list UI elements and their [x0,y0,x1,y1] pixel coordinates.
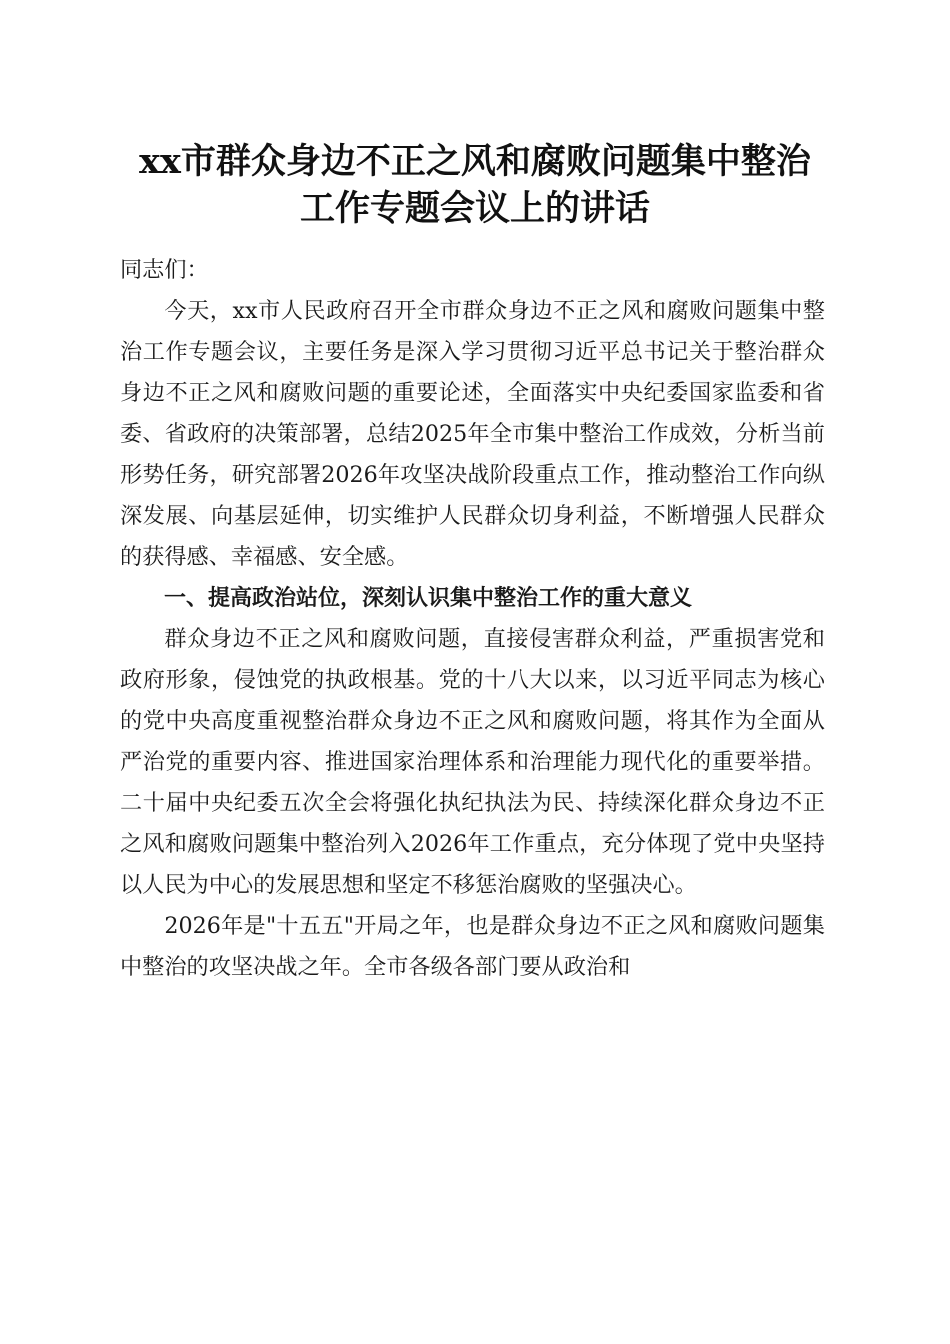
document-title [80,138,870,232]
section-heading-1: 一、提高政治站位，深刻认识集中整治工作的重大意义 [164,586,693,611]
section1-paragraph-1: 群众身边不正之风和腐败问题，直接侵害群众利益，严重损害党和政府形象，侵蚀党的执政根基。党的十八大以来，以习近平同志为核心的党中央高度重视整治群众身边不正之风和腐败问题，将其作为全面从严治党的重要内容、推进国家治理体系和治理能力现代化的重要举措。二十届中央纪委五次全会将强化执纪执法为民、持续深化群众身边不正之风和腐败问题集中整治列入2026年工作重点，充分体现了党中央坚持以人民为中心的发展思想和坚定不移惩治腐败的坚强决心。 [120,626,825,898]
title-line-1: xx市群众身边不正之风和腐败问题集中整治 [139,141,811,182]
salutation: 同志们： [120,257,209,283]
title-line-2: 工作专题会议上的讲话 [299,188,650,229]
section1-paragraph-2: 2026年是"十五五"开局之年，也是群众身边不正之风和腐败问题集中整治的攻坚决战之年。全市各级各部门要从政治和 [120,913,825,980]
document-body [120,250,825,988]
intro-paragraph: 今天，xx市人民政府召开全市群众身边不正之风和腐败问题集中整治工作专题会议，主要任务是深入学习贯彻习近平总书记关于整治群众身边不正之风和腐败问题的重要论述，全面落实中央纪委国家监委和省委、省政府的决策部署，总结2025年全市集中整治工作成效，分析当前形势任务，研究部署2026年攻坚决战阶段重点工作，推动整治工作向纵深发展、向基层延伸，切实维护人民群众切身利益，不断增强人民群众的获得感、幸福感、安全感。 [120,298,825,570]
